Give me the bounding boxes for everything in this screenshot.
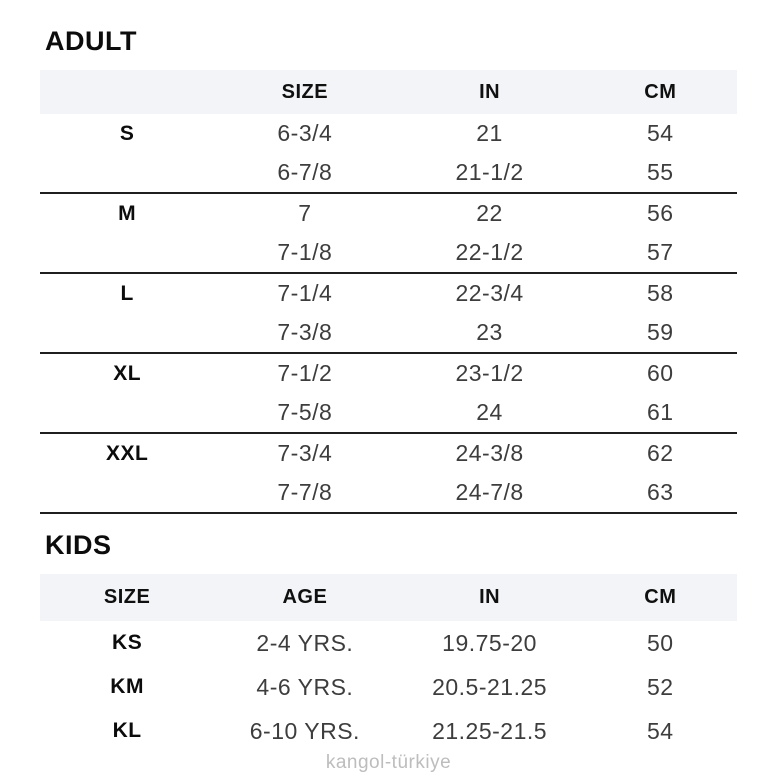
inches-cell: 21 [476, 120, 503, 146]
hat-size-cell: 7 [298, 200, 312, 226]
hat-size-cell: 7-3/4 [277, 440, 333, 466]
cm-cell: 50 [647, 629, 674, 656]
table-row [40, 233, 737, 272]
brand-watermark: kangol-türkiye [325, 752, 452, 773]
inches-cell: 19.75-20 [442, 629, 537, 656]
cm-cell: 52 [647, 673, 674, 700]
inches-cell: 24-7/8 [455, 479, 524, 505]
table-row [40, 153, 737, 192]
kids-header-inches: IN [479, 586, 501, 608]
inches-cell: 21-1/2 [455, 159, 524, 185]
table-row [40, 709, 737, 753]
table-row [40, 473, 737, 512]
adult-size-table [40, 70, 737, 514]
table-row [40, 313, 737, 352]
size-label-cell: XL [113, 361, 142, 385]
adult-header-size: SIZE [281, 80, 329, 103]
size-label-cell: L [120, 281, 134, 305]
adult-size-group-xl [40, 354, 737, 434]
adult-table-header [40, 70, 737, 114]
inches-cell: 23 [476, 319, 503, 345]
age-cell: 2-4 YRS. [256, 629, 354, 656]
kids-section-title: KIDS [45, 530, 112, 560]
hat-size-cell: 7-3/8 [277, 319, 333, 345]
table-row [40, 194, 737, 233]
age-cell: 6-10 YRS. [249, 717, 360, 744]
kids-header-cm: CM [644, 586, 677, 608]
kids-header-size: SIZE [103, 586, 151, 608]
hat-size-cell: 7-5/8 [277, 399, 333, 425]
hat-size-cell: 7-1/4 [277, 280, 333, 306]
cm-cell: 54 [647, 120, 674, 146]
inches-cell: 23-1/2 [455, 360, 524, 386]
adult-header-cm: CM [644, 80, 677, 103]
cm-cell: 62 [647, 440, 674, 466]
table-row [40, 274, 737, 313]
inches-cell: 24 [476, 399, 503, 425]
size-label-cell: KM [110, 675, 144, 698]
hat-size-cell: 7-1/8 [277, 239, 333, 265]
inches-cell: 20.5-21.25 [432, 673, 548, 700]
inches-cell: 21.25-21.5 [432, 717, 548, 744]
table-row [40, 354, 737, 393]
cm-cell: 61 [647, 399, 674, 425]
hat-size-cell: 6-7/8 [277, 159, 333, 185]
adult-section-title: ADULT [45, 26, 137, 56]
inches-cell: 22-3/4 [455, 280, 524, 306]
table-row [40, 621, 737, 665]
table-row [40, 393, 737, 432]
inches-cell: 24-3/8 [455, 440, 524, 466]
hat-size-cell: 6-3/4 [277, 120, 333, 146]
kids-header-age: AGE [282, 586, 328, 608]
table-row [40, 114, 737, 153]
hat-size-cell: 7-7/8 [277, 479, 333, 505]
table-row [40, 665, 737, 709]
inches-cell: 22 [476, 200, 503, 226]
inches-cell: 22-1/2 [455, 239, 524, 265]
cm-cell: 56 [647, 200, 674, 226]
cm-cell: 59 [647, 319, 674, 345]
hat-size-cell: 7-1/2 [277, 360, 333, 386]
kids-size-table [40, 574, 737, 753]
cm-cell: 55 [647, 159, 674, 185]
cm-cell: 54 [647, 717, 674, 744]
cm-cell: 58 [647, 280, 674, 306]
size-label-cell: XXL [105, 441, 149, 465]
size-label-cell: M [118, 201, 137, 225]
cm-cell: 57 [647, 239, 674, 265]
table-row [40, 434, 737, 473]
kids-table-header [40, 574, 737, 621]
adult-size-group-m [40, 194, 737, 274]
age-cell: 4-6 YRS. [256, 673, 354, 700]
adult-header-inches: IN [479, 80, 501, 103]
cm-cell: 63 [647, 479, 674, 505]
adult-size-group-xxl [40, 434, 737, 514]
adult-size-group-l [40, 274, 737, 354]
size-label-cell: KL [112, 719, 142, 742]
cm-cell: 60 [647, 360, 674, 386]
size-label-cell: KS [112, 631, 143, 654]
adult-size-group-s [40, 114, 737, 194]
size-label-cell: S [119, 121, 135, 145]
